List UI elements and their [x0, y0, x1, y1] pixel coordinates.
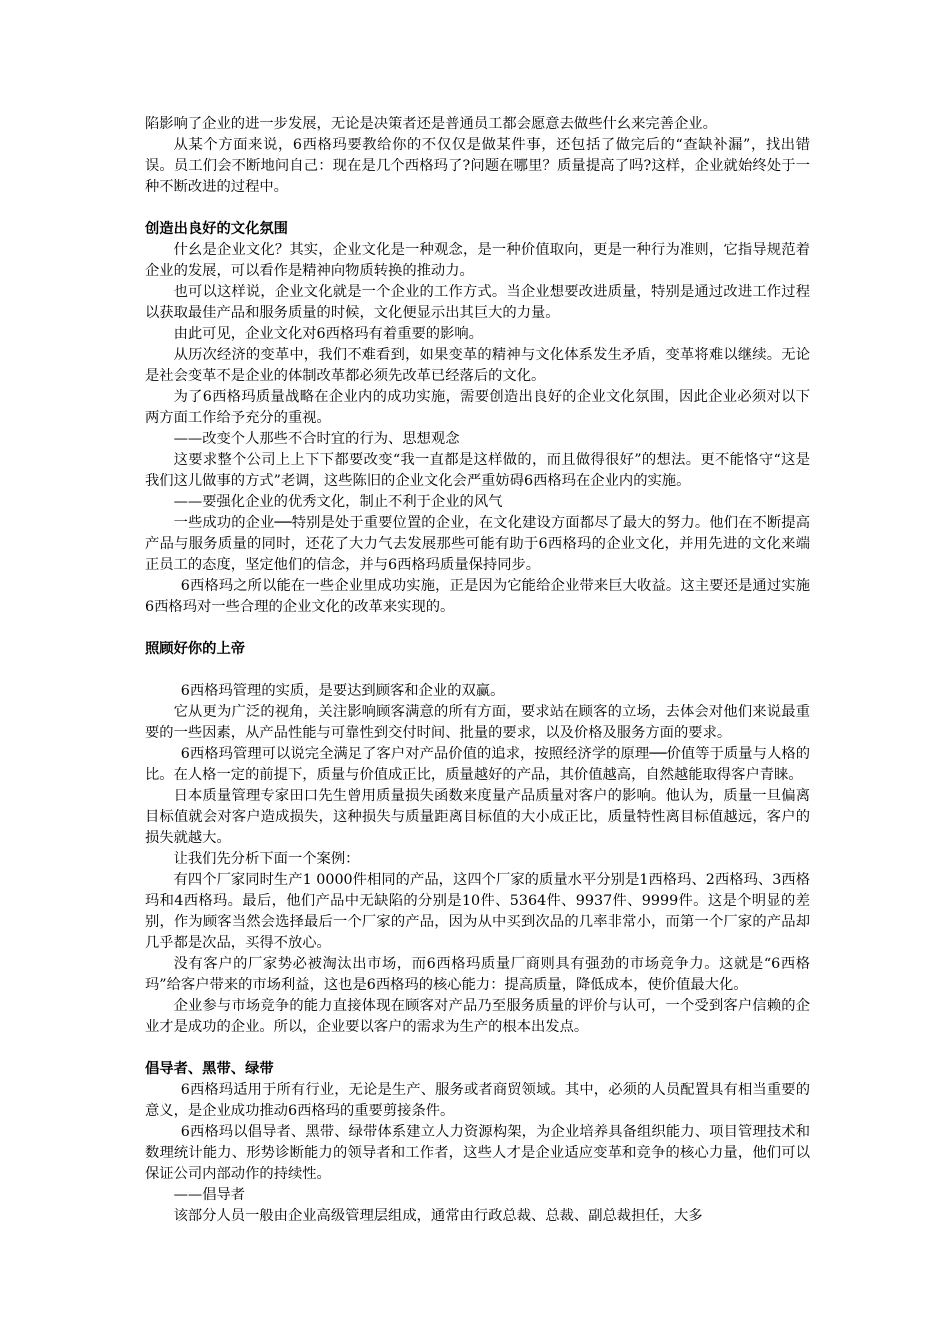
paragraph: 为了6西格玛质量战略在企业内的成功实施，需要创造出良好的企业文化氛围，因此企业必须对以下两方面工作给予充分的重视。 — [145, 389, 810, 426]
section-heading: 照顾好你的上帝 — [145, 641, 246, 657]
paragraph: 这要求整个公司上上下下都要改变“我一直都是这样做的，而且做得很好”的想法。更不能恪守“这是我们这儿做事的方式”老调，这些陈旧的企业文化会严重妨碍6西格玛在企业内的实施。 — [145, 452, 810, 489]
section-heading: 创造出良好的文化氛围 — [145, 221, 288, 237]
paragraph: 什幺是企业文化？其实，企业文化是一种观念，是一种价值取向，更是一种行为准则，它指导规范着企业的发展，可以看作是精神向物质转换的推动力。 — [145, 242, 810, 279]
paragraph: 该部分人员一般由企业高级管理层组成，通常由行政总裁、总裁、副总裁担任，大多 — [173, 1208, 703, 1224]
sub-heading: ——倡导者 — [173, 1187, 246, 1203]
paragraph: 6西格玛之所以能在一些企业里成功实施，正是因为它能给企业带来巨大收益。这主要还是通过实施6西格玛对一些合理的企业文化的改革来实现的。 — [145, 578, 810, 615]
paragraph: 它从更为广泛的视角，关注影响顾客满意的所有方面，要求站在顾客的立场，去体会对他们来说最重要的一些因素，从产品性能与可靠性到交付时间、批量的要求，以及价格及服务方面的要求。 — [145, 704, 810, 741]
sub-heading: ——改变个人那些不合时宜的行为、思想观念 — [173, 431, 460, 447]
document-page — [145, 114, 810, 1227]
paragraph: 6西格玛适用于所有行业，无论是生产、服务或者商贸领域。其中，必须的人员配置具有相当重要的意义，是企业成功推动6西格玛的重要剪接条件。 — [145, 1082, 810, 1119]
paragraph: 企业参与市场竞争的能力直接体现在顾客对产品乃至服务质量的评价与认可，一个受到客户信赖的企业才是成功的企业。所以，企业要以客户的需求为生产的根本出发点。 — [145, 998, 810, 1035]
paragraph: 陷影响了企业的进一步发展，无论是决策者还是普通员工都会愿意去做些什幺来完善企业。 — [145, 116, 717, 132]
paragraph: 没有客户的厂家势必被淘汰出市场，而6西格玛质量厂商则具有强劲的市场竞争力。这就是“6西格玛”给客户带来的市场利益，这也是6西格玛的核心能力：提高质量，降低成本，使价值最大化。 — [145, 956, 810, 993]
paragraph: 有四个厂家同时生产1 0000件相同的产品，这四个厂家的质量水平分别是1西格玛、2西格玛、3西格玛和4西格玛。最后，他们产品中无缺陷的分别是10件、5364件、9937件、9999件。这是个明显的差别，作为顾客当然会选择最后一个厂家的产品，因为从中买到次品的几率非常小，而第一个厂家的产品却几乎都是次品，买得不放心。 — [145, 872, 810, 951]
paragraph: 6西格玛管理的实质，是要达到顾客和企业的双赢。 — [180, 683, 505, 699]
paragraph: 6西格玛管理可以说完全满足了客户对产品价值的追求，按照经济学的原理──价值等于质量与人格的比。在人格一定的前提下，质量与价值成正比，质量越好的产品，其价值越高，自然越能取得客户青睐。 — [145, 746, 810, 783]
paragraph: 日本质量管理专家田口先生曾用质量损失函数来度量产品质量对客户的影响。他认为，质量一旦偏离目标值就会对客户造成损失，这种损失与质量距离目标值的大小成正比，质量特性离目标值越远，客户的损失就越大。 — [145, 788, 810, 846]
paragraph: 由此可见，企业文化对6西格玛有着重要的影响。 — [173, 326, 483, 342]
paragraph: 6西格玛以倡导者、黑带、绿带体系建立人力资源构架，为企业培养具备组织能力、项目管理技术和数理统计能力、形势诊断能力的领导者和工作者，这些人才是企业适应变革和竞争的核心力量，他们可以保证公司内部动作的持续性。 — [145, 1124, 810, 1182]
paragraph: 一些成功的企业──特别是处于重要位置的企业，在文化建设方面都尽了最大的努力。他们在不断提高产品与服务质量的同时，还花了大力气去发展那些可能有助于6西格玛的企业文化，并用先进的文化来端正员工的态度，坚定他们的信念，并与6西格玛质量保持同步。 — [145, 515, 810, 573]
paragraph: 从某个方面来说，6西格玛要教给你的不仅仅是做某件事，还包括了做完后的“查缺补漏”，找出错误。员工们会不断地问自己：现在是几个西格玛了?问题在哪里？质量提高了吗?这样，企业就始终处于一种不断改进的过程中。 — [145, 137, 810, 195]
section-heading: 倡导者、黑带、绿带 — [145, 1061, 274, 1077]
paragraph: 从历次经济的变革中，我们不难看到，如果变革的精神与文化体系发生矛盾，变革将难以继续。无论是社会变革不是企业的体制改革都必须先改革已经落后的文化。 — [145, 347, 810, 384]
sub-heading: ——要强化企业的优秀文化，制止不利于企业的风气 — [173, 494, 503, 510]
paragraph: 也可以这样说，企业文化就是一个企业的工作方式。当企业想要改进质量，特别是通过改进工作过程以获取最佳产品和服务质量的时候，文化便显示出其巨大的力量。 — [145, 284, 810, 321]
paragraph: 让我们先分析下面一个案例： — [173, 851, 360, 867]
